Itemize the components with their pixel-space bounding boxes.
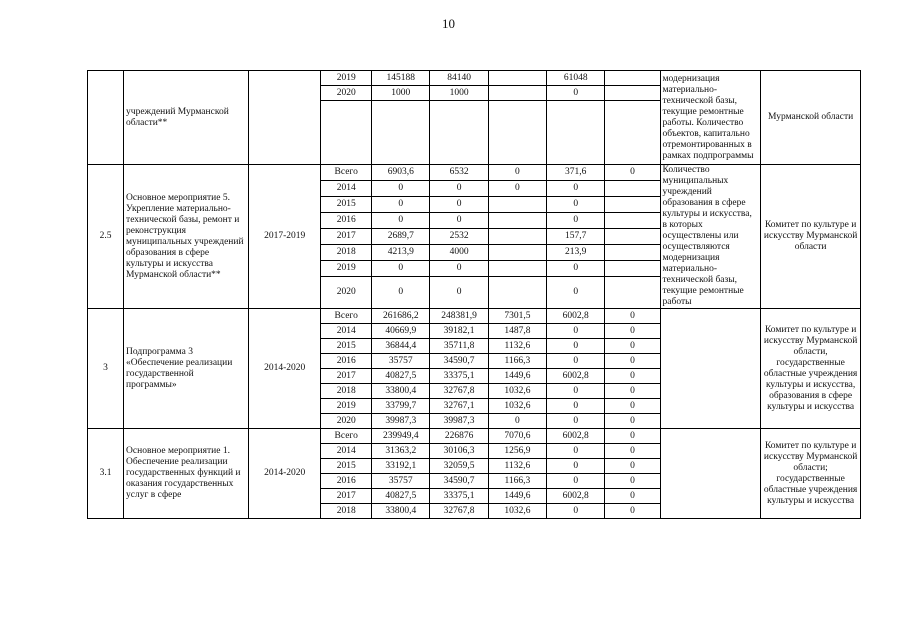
value-cell-total: 35757 xyxy=(372,474,430,489)
value-cell-year: 2014 xyxy=(321,324,372,339)
value-cell-c3: 0 xyxy=(547,399,605,414)
value-cell-year: 2018 xyxy=(321,384,372,399)
item-name: Основное мероприятие 5. Укрепление материально-технической базы, ремонт и реконструкция муниципальных учреждений образования в сфере культуры и искусства Мурманской области** xyxy=(124,165,249,309)
value-cell-c4 xyxy=(605,229,660,245)
value-cell-c1: 39182,1 xyxy=(430,324,488,339)
item-period: 2014-2020 xyxy=(249,429,321,519)
value-cell-c3: 61048 xyxy=(547,71,605,86)
value-cell-c2 xyxy=(488,277,546,309)
value-cell-c4: 0 xyxy=(605,489,660,504)
value-cell-total: 239949,4 xyxy=(372,429,430,444)
value-cell-total: 40827,5 xyxy=(372,369,430,384)
value-cell-c3: 6002,8 xyxy=(547,369,605,384)
value-cell-total: 2689,7 xyxy=(372,229,430,245)
value-cell-total: 39987,3 xyxy=(372,414,430,429)
value-cell-c2 xyxy=(488,197,546,213)
value-cell-year: 2014 xyxy=(321,444,372,459)
value-cell-c1: 32767,8 xyxy=(430,384,488,399)
value-cell-c4: 0 xyxy=(605,459,660,474)
value-cell-c4: 0 xyxy=(605,354,660,369)
value-cell-c4 xyxy=(605,181,660,197)
value-cell-c2: 1487,8 xyxy=(488,324,546,339)
table-row xyxy=(88,429,861,444)
value-cell-c4: 0 xyxy=(605,165,660,181)
value-cell-year: 2019 xyxy=(321,71,372,86)
value-cell-c2: 1449,6 xyxy=(488,489,546,504)
value-cell-c3: 0 xyxy=(547,324,605,339)
value-cell-total: 35757 xyxy=(372,354,430,369)
value-cell-c2 xyxy=(488,71,546,86)
value-cell-c3: 0 xyxy=(547,444,605,459)
value-cell-c1: 39987,3 xyxy=(430,414,488,429)
value-cell-c1: 33375,1 xyxy=(430,489,488,504)
value-cell-c4: 0 xyxy=(605,429,660,444)
value-cell-total: 6903,6 xyxy=(372,165,430,181)
value-cell-c4: 0 xyxy=(605,309,660,324)
value-cell-c3: 0 xyxy=(547,197,605,213)
value-cell-c2: 1166,3 xyxy=(488,474,546,489)
item-number: 3 xyxy=(88,309,124,429)
value-cell-total: 36844,4 xyxy=(372,339,430,354)
value-cell-year: 2015 xyxy=(321,197,372,213)
value-cell-c1: 33375,1 xyxy=(430,369,488,384)
value-cell-c1: 34590,7 xyxy=(430,474,488,489)
value-cell-c1: 0 xyxy=(430,181,488,197)
value-cell-c3: 0 xyxy=(547,474,605,489)
value-cell-c2 xyxy=(488,86,546,101)
value-cell-c3: 0 xyxy=(547,339,605,354)
value-cell-total: 145188 xyxy=(372,71,430,86)
item-name: Основное мероприятие 1. Обеспечение реализации государственных функций и оказания государственных услуг в сфере xyxy=(124,429,249,519)
value-cell-c4: 0 xyxy=(605,474,660,489)
indicator-cell: модернизация материально-технической базы, текущие ремонтные работы. Количество объектов, капитально отремонтированных в рамках подпрограммы xyxy=(660,71,761,165)
value-cell-c3: 0 xyxy=(547,414,605,429)
value-cell-c3: 0 xyxy=(547,384,605,399)
value-cell-total: 0 xyxy=(372,277,430,309)
value-cell-c1: 0 xyxy=(430,197,488,213)
value-cell-total: 0 xyxy=(372,197,430,213)
value-cell-c2: 1256,9 xyxy=(488,444,546,459)
value-cell-total: 261686,2 xyxy=(372,309,430,324)
value-cell-c1: 6532 xyxy=(430,165,488,181)
value-cell-year: 2020 xyxy=(321,86,372,101)
value-cell-c3: 371,6 xyxy=(547,165,605,181)
value-cell-year xyxy=(321,101,372,165)
item-period xyxy=(249,71,321,165)
value-cell-c4: 0 xyxy=(605,384,660,399)
value-cell-c3: 0 xyxy=(547,459,605,474)
value-cell-year: 2020 xyxy=(321,277,372,309)
value-cell-total: 40669,9 xyxy=(372,324,430,339)
value-cell-year: 2019 xyxy=(321,399,372,414)
value-cell-c1: 32767,1 xyxy=(430,399,488,414)
responsible-cell: Комитет по культуре и искусству Мурманской области, государственные областные учреждения культуры и искусства, образования в сфере культуры и искусства xyxy=(761,309,861,429)
value-cell-c2: 1166,3 xyxy=(488,354,546,369)
value-cell-c1: 226876 xyxy=(430,429,488,444)
value-cell-total: 40827,5 xyxy=(372,489,430,504)
value-cell-c4 xyxy=(605,213,660,229)
value-cell-c3: 6002,8 xyxy=(547,309,605,324)
value-cell-c1: 34590,7 xyxy=(430,354,488,369)
table-row xyxy=(88,309,861,324)
value-cell-total: 31363,2 xyxy=(372,444,430,459)
value-cell-c3: 0 xyxy=(547,86,605,101)
value-cell-c1: 0 xyxy=(430,213,488,229)
value-cell-c4 xyxy=(605,71,660,86)
value-cell-year: 2017 xyxy=(321,489,372,504)
value-cell-year: 2016 xyxy=(321,474,372,489)
value-cell-c3: 213,9 xyxy=(547,245,605,261)
value-cell-c2: 1449,6 xyxy=(488,369,546,384)
value-cell-c2 xyxy=(488,261,546,277)
value-cell-c4 xyxy=(605,86,660,101)
value-cell-c2: 7070,6 xyxy=(488,429,546,444)
value-cell-total: 33192,1 xyxy=(372,459,430,474)
value-cell-c4: 0 xyxy=(605,339,660,354)
value-cell-c3: 0 xyxy=(547,354,605,369)
value-cell-total: 33800,4 xyxy=(372,384,430,399)
value-cell-c4: 0 xyxy=(605,414,660,429)
item-number xyxy=(88,71,124,165)
value-cell-total: 0 xyxy=(372,213,430,229)
value-cell-c4 xyxy=(605,197,660,213)
value-cell-c3: 0 xyxy=(547,504,605,519)
table-row xyxy=(88,165,861,181)
indicator-cell: Количество муниципальных учреждений образования в сфере культуры и искусства, в которых осуществлены или осуществляются модернизация материально-технической базы, текущие ремонтные работы xyxy=(660,165,761,309)
value-cell-c2: 7301,5 xyxy=(488,309,546,324)
value-cell-c3: 0 xyxy=(547,213,605,229)
value-cell-c4 xyxy=(605,101,660,165)
value-cell-c1: 30106,3 xyxy=(430,444,488,459)
value-cell-year: 2015 xyxy=(321,339,372,354)
value-cell-total xyxy=(372,101,430,165)
value-cell-c2: 1132,6 xyxy=(488,459,546,474)
value-cell-c3: 6002,8 xyxy=(547,489,605,504)
item-name: Подпрограмма 3 «Обеспечение реализации государственной программы» xyxy=(124,309,249,429)
value-cell-c3 xyxy=(547,101,605,165)
value-cell-c3: 0 xyxy=(547,277,605,309)
value-cell-c2 xyxy=(488,229,546,245)
value-cell-c1: 1000 xyxy=(430,86,488,101)
value-cell-c3: 6002,8 xyxy=(547,429,605,444)
value-cell-c1: 0 xyxy=(430,261,488,277)
value-cell-c4: 0 xyxy=(605,369,660,384)
value-cell-year: Всего xyxy=(321,309,372,324)
value-cell-c3: 157,7 xyxy=(547,229,605,245)
program-table xyxy=(87,70,861,519)
value-cell-c3: 0 xyxy=(547,261,605,277)
value-cell-c1: 0 xyxy=(430,277,488,309)
value-cell-c2: 1032,6 xyxy=(488,504,546,519)
value-cell-year: Всего xyxy=(321,429,372,444)
value-cell-year: 2016 xyxy=(321,213,372,229)
value-cell-total: 4213,9 xyxy=(372,245,430,261)
value-cell-c4: 0 xyxy=(605,399,660,414)
item-name: учреждений Мурманской области** xyxy=(124,71,249,165)
table-row xyxy=(88,71,861,86)
value-cell-c4: 0 xyxy=(605,444,660,459)
value-cell-total: 0 xyxy=(372,261,430,277)
value-cell-c2: 0 xyxy=(488,414,546,429)
value-cell-c1 xyxy=(430,101,488,165)
value-cell-c1: 35711,8 xyxy=(430,339,488,354)
item-number: 3.1 xyxy=(88,429,124,519)
responsible-cell: Комитет по культуре и искусству Мурманской области; государственные областные учреждения культуры и искусства xyxy=(761,429,861,519)
value-cell-year: 2017 xyxy=(321,369,372,384)
value-cell-c2: 0 xyxy=(488,181,546,197)
value-cell-total: 33800,4 xyxy=(372,504,430,519)
value-cell-year: Всего xyxy=(321,165,372,181)
value-cell-year: 2020 xyxy=(321,414,372,429)
value-cell-c1: 2532 xyxy=(430,229,488,245)
value-cell-year: 2019 xyxy=(321,261,372,277)
item-period: 2014-2020 xyxy=(249,309,321,429)
item-number: 2.5 xyxy=(88,165,124,309)
value-cell-c4 xyxy=(605,277,660,309)
indicator-cell xyxy=(660,429,761,519)
value-cell-c2 xyxy=(488,101,546,165)
value-cell-year: 2014 xyxy=(321,181,372,197)
value-cell-c1: 248381,9 xyxy=(430,309,488,324)
value-cell-total: 1000 xyxy=(372,86,430,101)
responsible-cell: Комитет по культуре и искусству Мурманской области xyxy=(761,165,861,309)
value-cell-c2 xyxy=(488,213,546,229)
value-cell-year: 2015 xyxy=(321,459,372,474)
value-cell-c1: 4000 xyxy=(430,245,488,261)
value-cell-c4 xyxy=(605,245,660,261)
value-cell-c2 xyxy=(488,245,546,261)
value-cell-c1: 84140 xyxy=(430,71,488,86)
value-cell-year: 2016 xyxy=(321,354,372,369)
value-cell-c1: 32767,8 xyxy=(430,504,488,519)
value-cell-c2: 1032,6 xyxy=(488,384,546,399)
value-cell-c2: 1132,6 xyxy=(488,339,546,354)
value-cell-c4: 0 xyxy=(605,504,660,519)
item-period: 2017-2019 xyxy=(249,165,321,309)
page-number: 10 xyxy=(442,16,455,31)
value-cell-total: 33799,7 xyxy=(372,399,430,414)
value-cell-total: 0 xyxy=(372,181,430,197)
value-cell-year: 2018 xyxy=(321,504,372,519)
value-cell-year: 2017 xyxy=(321,229,372,245)
value-cell-c1: 32059,5 xyxy=(430,459,488,474)
value-cell-c4 xyxy=(605,261,660,277)
responsible-cell: Мурманской области xyxy=(761,71,861,165)
indicator-cell xyxy=(660,309,761,429)
value-cell-c2: 1032,6 xyxy=(488,399,546,414)
value-cell-year: 2018 xyxy=(321,245,372,261)
value-cell-c3: 0 xyxy=(547,181,605,197)
value-cell-c4: 0 xyxy=(605,324,660,339)
value-cell-c2: 0 xyxy=(488,165,546,181)
